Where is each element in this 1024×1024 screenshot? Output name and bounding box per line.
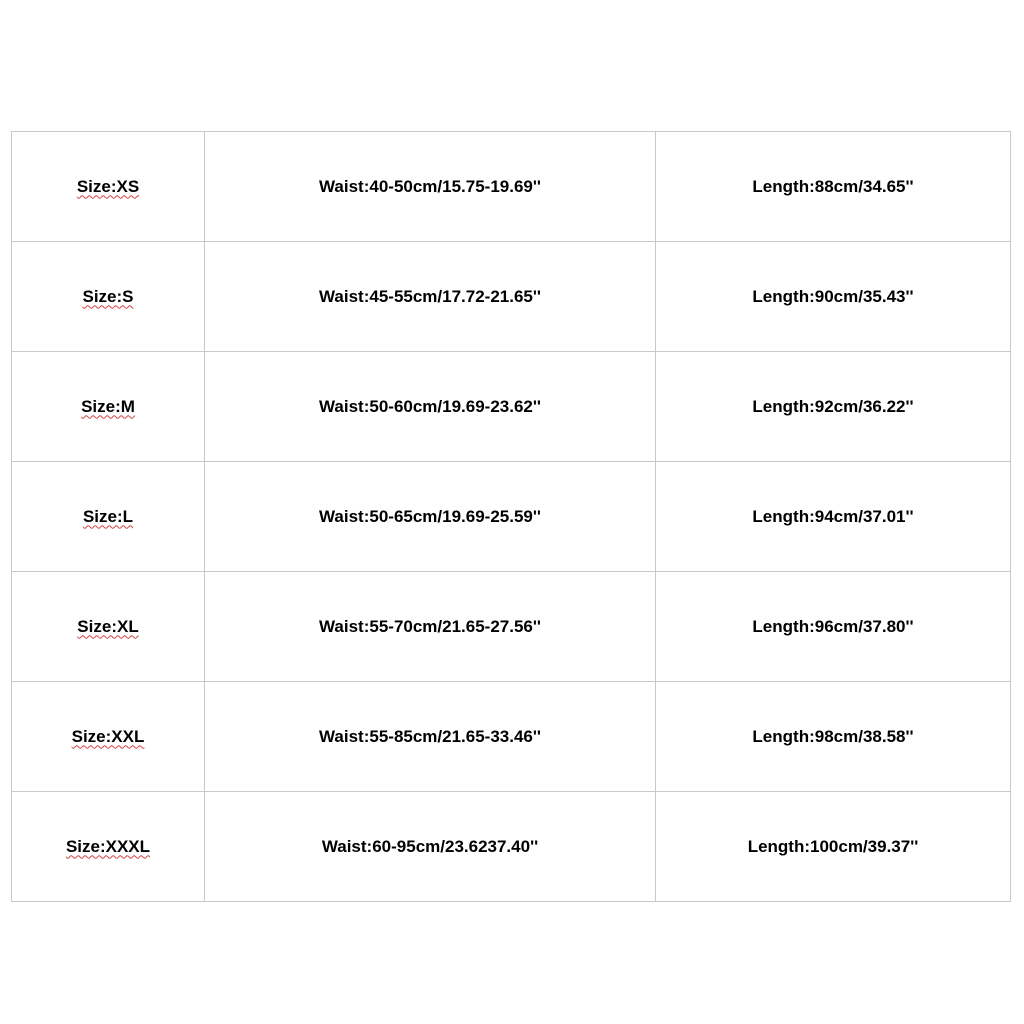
size-label: Size:XXXL bbox=[65, 836, 151, 856]
size-label: Size:M bbox=[81, 396, 135, 416]
length-cell: Length:98cm/38.58'' bbox=[656, 682, 1011, 792]
table-row bbox=[12, 682, 1011, 792]
table-row bbox=[12, 572, 1011, 682]
table-row bbox=[12, 242, 1011, 352]
size-cell bbox=[12, 352, 205, 462]
size-label: Size:XXL bbox=[71, 726, 145, 746]
waist-cell: Waist:40-50cm/15.75-19.69'' bbox=[205, 132, 656, 242]
length-cell: Length:92cm/36.22'' bbox=[656, 352, 1011, 462]
waist-cell: Waist:50-65cm/19.69-25.59'' bbox=[205, 462, 656, 572]
waist-cell: Waist:50-60cm/19.69-23.62'' bbox=[205, 352, 656, 462]
length-cell: Length:90cm/35.43'' bbox=[656, 242, 1011, 352]
size-cell bbox=[12, 132, 205, 242]
waist-cell: Waist:60-95cm/23.6237.40'' bbox=[205, 792, 656, 902]
table-row bbox=[12, 352, 1011, 462]
waist-cell: Waist:55-85cm/21.65-33.46'' bbox=[205, 682, 656, 792]
table-row bbox=[12, 132, 1011, 242]
length-cell: Length:88cm/34.65'' bbox=[656, 132, 1011, 242]
table-row bbox=[12, 792, 1011, 902]
size-chart-table bbox=[11, 131, 1011, 902]
length-cell: Length:96cm/37.80'' bbox=[656, 572, 1011, 682]
size-cell bbox=[12, 242, 205, 352]
size-label: Size:XS bbox=[76, 176, 140, 196]
size-label: Size:L bbox=[82, 506, 134, 526]
waist-cell: Waist:55-70cm/21.65-27.56'' bbox=[205, 572, 656, 682]
length-cell: Length:100cm/39.37'' bbox=[656, 792, 1011, 902]
size-cell bbox=[12, 572, 205, 682]
size-cell bbox=[12, 792, 205, 902]
size-label: Size:S bbox=[82, 286, 134, 306]
length-cell: Length:94cm/37.01'' bbox=[656, 462, 1011, 572]
size-label: Size:XL bbox=[77, 616, 139, 636]
waist-cell: Waist:45-55cm/17.72-21.65'' bbox=[205, 242, 656, 352]
table-row bbox=[12, 462, 1011, 572]
size-cell bbox=[12, 682, 205, 792]
size-cell bbox=[12, 462, 205, 572]
